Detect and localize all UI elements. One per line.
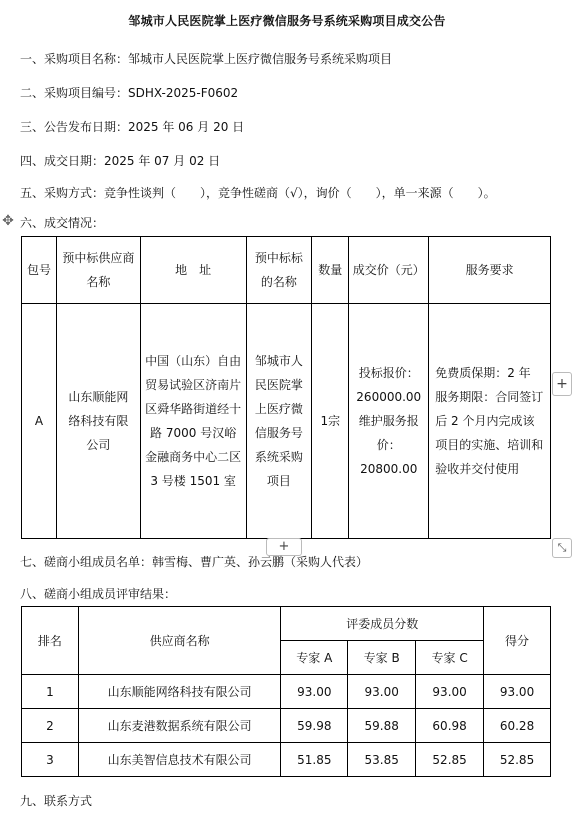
cell-item: 邹城市人民医院掌上医疗微信服务号系统采购项目 (246, 304, 312, 539)
section-procurement-method: 五、采购方式：竞争性谈判（ ），竞争性磋商（√），询价（ ），单一来源（ ）。 (20, 186, 496, 200)
page-title: 邹城市人民医院掌上医疗微信服务号系统采购项目成交公告 (128, 14, 446, 28)
header-expert-c: 专家 C (416, 641, 484, 675)
cell-supplier: 山东麦港数据系统有限公司 (78, 709, 280, 743)
header-expert-b: 专家 B (348, 641, 416, 675)
section-project-name: 一、采购项目名称：邹城市人民医院掌上医疗微信服务号系统采购项目 (20, 52, 393, 66)
cell-expert-c: 52.85 (416, 743, 484, 777)
add-column-plus-icon[interactable]: + (552, 372, 572, 396)
header-quantity: 数量 (312, 237, 349, 304)
header-rank: 排名 (22, 607, 79, 675)
section-review-results: 八、磋商小组成员评审结果： (20, 587, 177, 601)
cell-supplier: 山东顺能网络科技有限公司 (56, 304, 140, 539)
cell-rank: 2 (22, 709, 79, 743)
header-address: 地 址 (140, 237, 246, 304)
cell-address: 中国（山东）自由贸易试验区济南片区舜华路街道经十路 7000 号汉峪金融商务中心二区 3 号楼 1501 室 (140, 304, 246, 539)
score-table-header (22, 607, 551, 641)
award-table-header (22, 237, 551, 304)
table-row (22, 304, 551, 539)
header-expert-a: 专家 A (281, 641, 348, 675)
cell-expert-a: 93.00 (281, 675, 348, 709)
cell-total: 52.85 (484, 743, 551, 777)
cell-package: A (22, 304, 57, 539)
cell-total: 93.00 (484, 675, 551, 709)
header-package-number: 包号 (22, 237, 57, 304)
table-row (22, 743, 551, 777)
header-total: 得分 (484, 607, 551, 675)
section-panel-members: 七、磋商小组成员名单：韩雪梅、曹广英、孙云鹏（采购人代表） (20, 555, 369, 569)
table-row (22, 709, 551, 743)
cell-expert-b: 53.85 (348, 743, 416, 777)
section-award-date: 四、成交日期：2025 年 07 月 02 日 (20, 154, 221, 168)
section-award-status: 六、成交情况： (20, 216, 105, 230)
cell-price: 投标报价：260000.00 维护服务报价：20800.00 (349, 304, 429, 539)
table-row (22, 675, 551, 709)
cell-service: 免费质保期：2 年 服务期限：合同签订后 2 个月内完成该项目的实施、培训和验收并交付使用 (429, 304, 551, 539)
header-supplier: 预中标供应商名称 (56, 237, 140, 304)
header-price: 成交价（元） (349, 237, 429, 304)
add-row-plus-icon[interactable]: + (266, 538, 302, 556)
cell-expert-b: 59.88 (348, 709, 416, 743)
cell-quantity: 1宗 (312, 304, 349, 539)
cell-expert-c: 93.00 (416, 675, 484, 709)
move-icon[interactable]: ✥ (2, 213, 14, 229)
cell-expert-a: 59.98 (281, 709, 348, 743)
header-panel-scores: 评委成员分数 (281, 607, 484, 641)
cell-rank: 3 (22, 743, 79, 777)
score-table (21, 606, 551, 777)
resize-icon[interactable]: ⤡ (552, 538, 572, 558)
header-item: 预中标标的名称 (246, 237, 312, 304)
cell-total: 60.28 (484, 709, 551, 743)
cell-supplier: 山东顺能网络科技有限公司 (78, 675, 280, 709)
cell-supplier: 山东美智信息技术有限公司 (78, 743, 280, 777)
header-supplier-name: 供应商名称 (78, 607, 280, 675)
cell-rank: 1 (22, 675, 79, 709)
cell-expert-a: 51.85 (281, 743, 348, 777)
cell-expert-b: 93.00 (348, 675, 416, 709)
section-publish-date: 三、公告发布日期：2025 年 06 月 20 日 (20, 120, 245, 134)
section-project-number: 二、采购项目编号：SDHX-2025-F0602 (20, 86, 239, 100)
section-contact: 九、联系方式 (20, 794, 93, 808)
header-service: 服务要求 (429, 237, 551, 304)
award-table (21, 236, 551, 539)
cell-expert-c: 60.98 (416, 709, 484, 743)
